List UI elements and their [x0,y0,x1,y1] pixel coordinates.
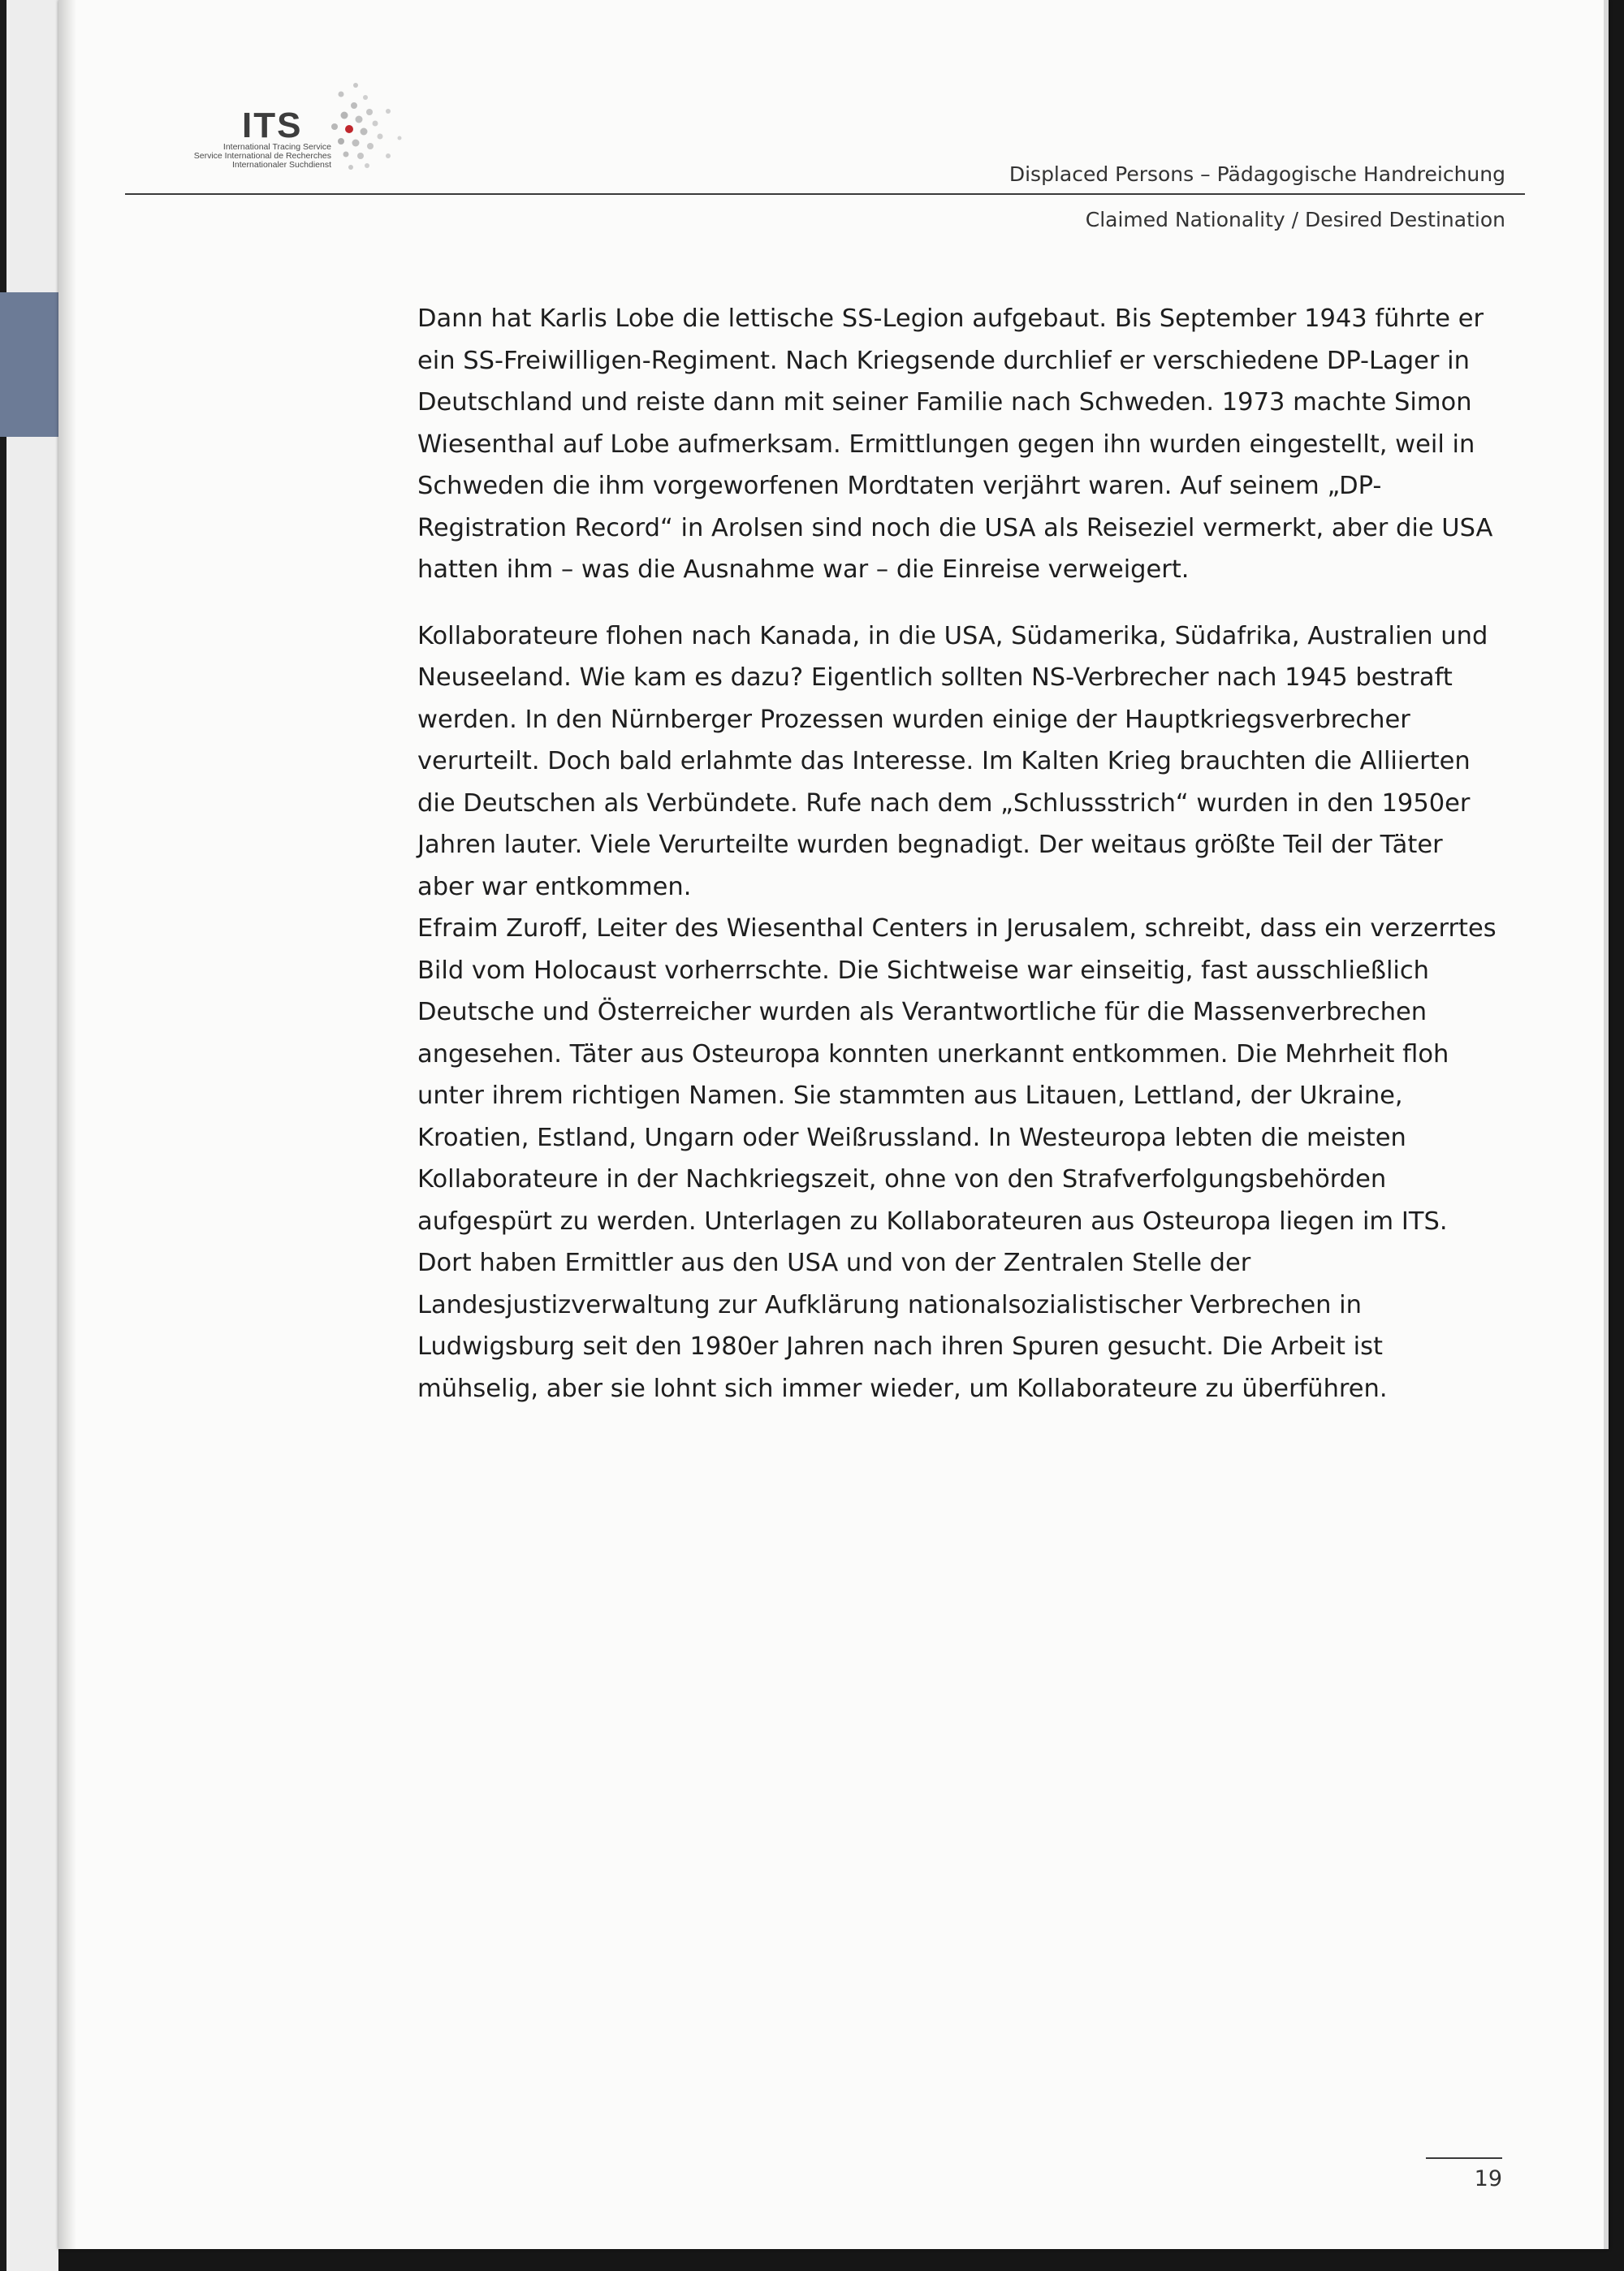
paragraph-collaborators: Kollaborateure flohen nach Kanada, in die USA, Südamerika, Südafrika, Australien und Neuseeland. Wie kam es dazu? Eigentlich sollten NS-Verbrecher nach 1945 bestraft werden. In den Nürnberger Prozessen wurden einige der Hauptkriegsverbrecher verurteilt. Doch bald erlahmte das Interesse. Im Kalten Krieg brauchten die Alliierten die Deutschen als Verbündete. Rufe nach dem „Schlussstrich“ wurden in den 1950er Jahren lauter. Viele Verurteilte wurden begnadigt. Der weitaus größte Teil der Täter aber war entkommen. [417,621,1488,901]
logo-line-english: International Tracing Service [222,142,331,152]
footer-divider [1426,2157,1502,2159]
binding-shadow [58,0,76,2249]
logo-acronym: ITS [242,106,303,145]
paragraph-zuroff: Efraim Zuroff, Leiter des Wiesenthal Centers in Jerusalem, schreibt, dass ein verzerrtes Bild vom Holocaust vorherrschte. Die Sichtweise war einseitig, fast ausschließlich Deutsche und Österreicher wurden als Verantwortliche für die Massenverbrechen angesehen. Täter aus Osteuropa konnten unerkannt entkommen. Die Mehrheit floh unter ihrem richtigen Namen. Sie stammten aus Litauen, Lettland, der Ukraine, Kroatien, Estland, Ungarn oder Weißrussland. In Westeuropa lebten die meisten Kollaborateure in der Nachkriegszeit, ohne von den Strafverfolgungsbehörden aufgespürt zu werden. Unterlagen zu Kollaborateuren aus Osteuropa liegen im ITS. Dort haben Ermittler aus den USA und von der Zentralen Stelle der Landesjustizverwaltung zur Aufklärung nationalsozialistischer Verbrechen in Ludwigsburg seit den 1980er Jahren nach ihren Spuren gesucht. Die Arbeit ist mühselig, aber sie lohnt sich immer wieder, um Kollaborateure zu überführen. [417,914,1497,1403]
header-divider [125,193,1525,195]
paragraph-lobe: Dann hat Karlis Lobe die lettische SS-Legion aufgebaut. Bis September 1943 führte er ein SS-Freiwilligen-Regiment. Nach Kriegsende durchlief er verschiedene DP-Lager in Deutschland und reiste dann mit seiner Familie nach Schweden. 1973 machte Simon Wiesenthal auf Lobe aufmerksam. Ermittlungen gegen ihn wurden eingestellt, weil in Schweden die ihm vorgeworfenen Mordtaten verjährt waren. Auf seinem „DP-Registration Record“ in Arolsen sind noch die USA als Reiseziel vermerkt, aber die USA hatten ihm – was die Ausnahme war – die Einreise verweigert. [417,304,1493,584]
page-number: 19 [1474,2166,1502,2191]
logo-dots-icon [309,65,414,187]
logo-line-french: Service International de Recherches [193,151,331,161]
header-subtitle: Claimed Nationality / Desired Destination [1085,208,1505,231]
chapter-tab-marker [0,292,58,437]
logo-line-german: Internationaler Suchdienst [232,160,331,170]
body-text [417,298,1499,1410]
its-logo [65,65,406,187]
header-title: Displaced Persons – Pädagogische Handreichung [1009,162,1505,186]
